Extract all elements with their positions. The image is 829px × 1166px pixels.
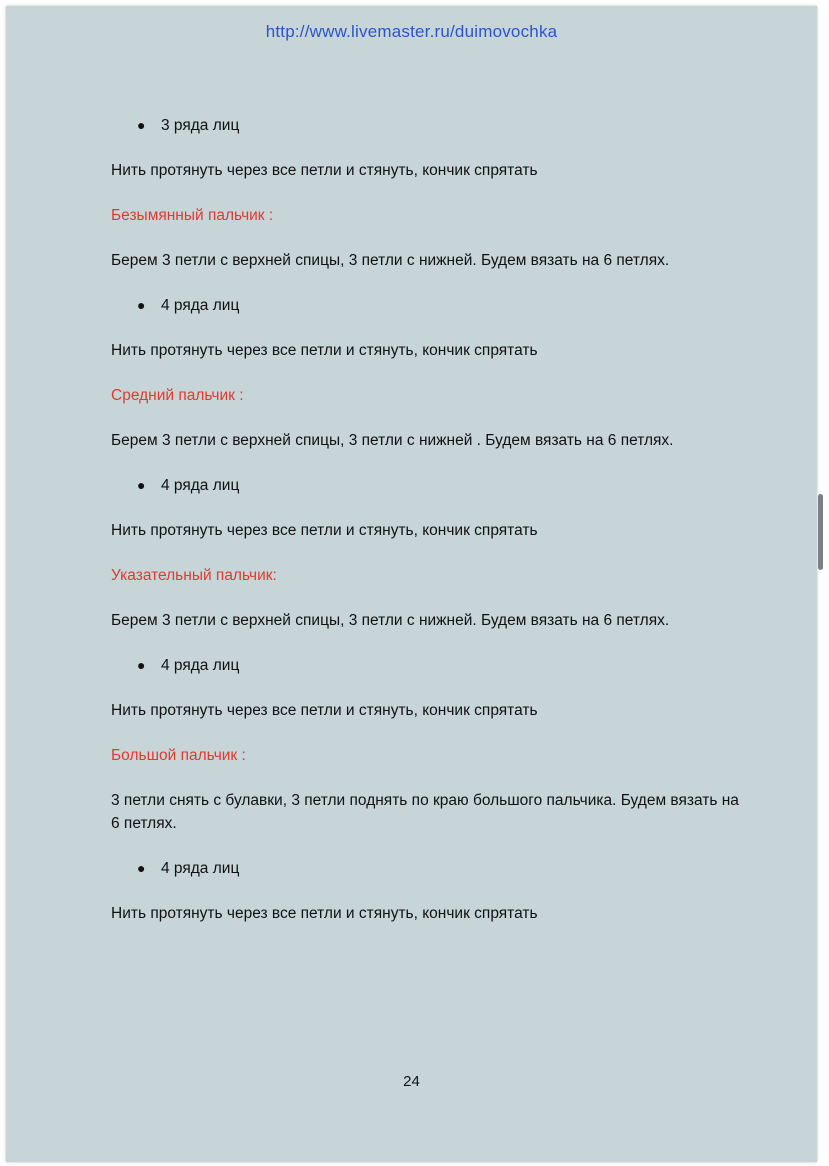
paragraph: Нить протянуть через все петли и стянуть, кончик спрятать [111, 342, 538, 359]
bullet-text: 3 ряда лиц [161, 117, 240, 134]
bullet-icon: ● [137, 657, 146, 673]
section-heading: Средний пальчик : [111, 387, 244, 404]
bullet-icon: ● [137, 117, 146, 133]
page-number: 24 [403, 1073, 420, 1090]
page-content [111, 114, 751, 947]
bullet-icon: ● [137, 477, 146, 493]
bullet-text: 4 ряда лиц [161, 860, 240, 877]
scrollbar-thumb[interactable] [818, 494, 823, 570]
paragraph: Берем 3 петли с верхней спицы, 3 петли с нижней. Будем вязать на 6 петлях. [111, 612, 670, 629]
paragraph: Берем 3 петли с верхней спицы, 3 петли с нижней . Будем вязать на 6 петлях. [111, 432, 674, 449]
bullet-text: 4 ряда лиц [161, 297, 240, 314]
paragraph: 3 петли снять с булавки, 3 петли поднять по краю большого пальчика. Будем вязать на 6 петлях. [111, 792, 739, 832]
bullet-icon: ● [137, 297, 146, 313]
paragraph: Нить протянуть через все петли и стянуть, кончик спрятать [111, 522, 538, 539]
paragraph: Берем 3 петли с верхней спицы, 3 петли с нижней. Будем вязать на 6 петлях. [111, 252, 670, 269]
header-link[interactable]: http://www.livemaster.ru/duimovochka [265, 22, 558, 41]
paragraph: Нить протянуть через все петли и стянуть, кончик спрятать [111, 905, 538, 922]
document-page [6, 6, 817, 1162]
bullet-item [111, 114, 751, 137]
bullet-item [111, 654, 751, 677]
paragraph: Нить протянуть через все петли и стянуть, кончик спрятать [111, 702, 538, 719]
section-heading: Безымянный пальчик : [111, 207, 274, 224]
section-heading: Большой пальчик : [111, 747, 246, 764]
bullet-item [111, 857, 751, 880]
bullet-text: 4 ряда лиц [161, 657, 240, 674]
bullet-item [111, 294, 751, 317]
section-heading: Указательный пальчик: [111, 567, 277, 584]
bullet-text: 4 ряда лиц [161, 477, 240, 494]
bullet-item [111, 474, 751, 497]
paragraph: Нить протянуть через все петли и стянуть, кончик спрятать [111, 162, 538, 179]
bullet-icon: ● [137, 860, 146, 876]
